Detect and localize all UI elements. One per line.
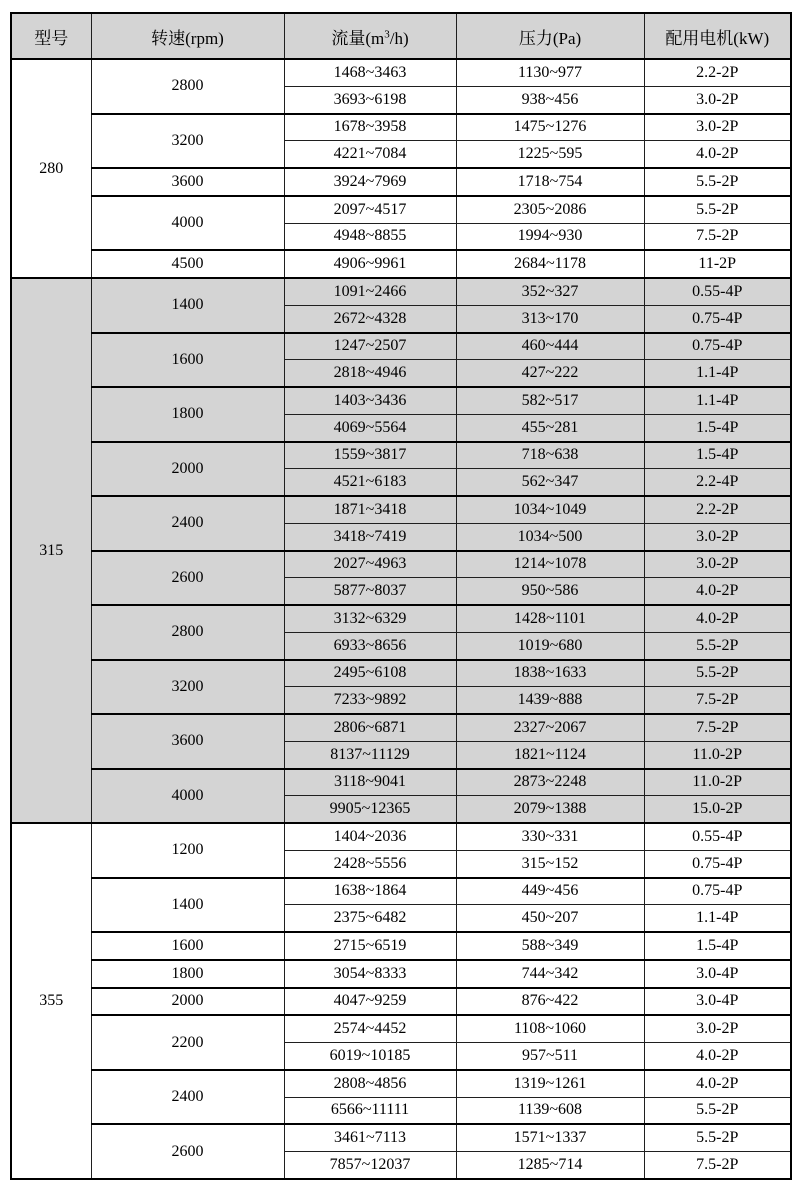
motor-cell: 4.0-2P <box>644 1043 791 1070</box>
pressure-cell: 352~327 <box>456 278 644 305</box>
pressure-cell: 718~638 <box>456 442 644 469</box>
motor-cell: 7.5-2P <box>644 1152 791 1179</box>
motor-cell: 7.5-2P <box>644 223 791 250</box>
flow-cell: 3693~6198 <box>284 86 456 113</box>
flow-cell: 2715~6519 <box>284 932 456 960</box>
flow-cell: 3924~7969 <box>284 168 456 196</box>
flow-cell: 1091~2466 <box>284 278 456 305</box>
rpm-cell: 1600 <box>91 932 284 960</box>
flow-cell: 1559~3817 <box>284 442 456 469</box>
motor-cell: 2.2-4P <box>644 469 791 496</box>
table-row <box>11 196 791 223</box>
table-row <box>11 551 791 578</box>
rpm-cell: 2400 <box>91 496 284 551</box>
motor-cell: 11.0-2P <box>644 741 791 768</box>
rpm-cell: 2000 <box>91 988 284 1016</box>
flow-cell: 4047~9259 <box>284 988 456 1016</box>
table-row <box>11 1070 791 1097</box>
rpm-cell: 4000 <box>91 196 284 251</box>
table-container <box>10 12 790 1180</box>
motor-cell: 5.5-2P <box>644 632 791 659</box>
pressure-cell: 1214~1078 <box>456 551 644 578</box>
pressure-cell: 950~586 <box>456 578 644 605</box>
table-row <box>11 878 791 905</box>
flow-cell: 5877~8037 <box>284 578 456 605</box>
motor-cell: 3.0-2P <box>644 86 791 113</box>
pressure-cell: 315~152 <box>456 850 644 877</box>
rpm-cell: 3600 <box>91 714 284 769</box>
motor-cell: 1.1-4P <box>644 360 791 387</box>
pressure-cell: 2327~2067 <box>456 714 644 741</box>
flow-cell: 1678~3958 <box>284 114 456 141</box>
motor-cell: 1.5-4P <box>644 414 791 441</box>
motor-cell: 1.1-4P <box>644 905 791 932</box>
rpm-cell: 2600 <box>91 1124 284 1179</box>
rpm-cell: 2400 <box>91 1070 284 1125</box>
model-cell: 315 <box>11 278 91 823</box>
table-row <box>11 960 791 988</box>
motor-cell: 5.5-2P <box>644 168 791 196</box>
motor-cell: 0.55-4P <box>644 823 791 850</box>
pressure-cell: 1019~680 <box>456 632 644 659</box>
flow-cell: 4221~7084 <box>284 141 456 168</box>
motor-cell: 7.5-2P <box>644 714 791 741</box>
flow-cell: 3461~7113 <box>284 1124 456 1151</box>
table-row <box>11 1015 791 1042</box>
pressure-cell: 2873~2248 <box>456 769 644 796</box>
table-row <box>11 496 791 523</box>
flow-cell: 3054~8333 <box>284 960 456 988</box>
flow-cell: 6019~10185 <box>284 1043 456 1070</box>
motor-cell: 4.0-2P <box>644 1070 791 1097</box>
model-cell: 355 <box>11 823 91 1179</box>
pressure-cell: 427~222 <box>456 360 644 387</box>
rpm-cell: 1600 <box>91 333 284 388</box>
motor-cell: 3.0-4P <box>644 960 791 988</box>
rpm-cell: 2200 <box>91 1015 284 1070</box>
pressure-cell: 455~281 <box>456 414 644 441</box>
pressure-cell: 1034~500 <box>456 523 644 550</box>
rpm-cell: 4000 <box>91 769 284 824</box>
flow-header-unit: /h) <box>389 28 409 48</box>
pressure-cell: 1225~595 <box>456 141 644 168</box>
pressure-cell: 938~456 <box>456 86 644 113</box>
pressure-cell: 582~517 <box>456 387 644 414</box>
table-row <box>11 660 791 687</box>
table-row <box>11 932 791 960</box>
flow-cell: 1247~2507 <box>284 333 456 360</box>
motor-cell: 3.0-2P <box>644 1015 791 1042</box>
motor-cell: 3.0-4P <box>644 988 791 1016</box>
col-header-model: 型号 <box>11 13 91 59</box>
pressure-cell: 313~170 <box>456 305 644 332</box>
rpm-cell: 3600 <box>91 168 284 196</box>
rpm-cell: 2000 <box>91 442 284 497</box>
motor-cell: 1.5-4P <box>644 932 791 960</box>
motor-cell: 5.5-2P <box>644 1097 791 1124</box>
flow-cell: 2097~4517 <box>284 196 456 223</box>
table-row <box>11 250 791 278</box>
col-header-flow <box>284 13 456 59</box>
rpm-cell: 3200 <box>91 660 284 715</box>
flow-cell: 1871~3418 <box>284 496 456 523</box>
flow-cell: 2806~6871 <box>284 714 456 741</box>
motor-cell: 1.1-4P <box>644 387 791 414</box>
motor-cell: 0.75-4P <box>644 878 791 905</box>
pressure-cell: 330~331 <box>456 823 644 850</box>
rpm-cell: 4500 <box>91 250 284 278</box>
pressure-cell: 588~349 <box>456 932 644 960</box>
flow-cell: 9905~12365 <box>284 796 456 823</box>
motor-cell: 0.75-4P <box>644 850 791 877</box>
flow-cell: 1468~3463 <box>284 59 456 86</box>
pressure-cell: 1838~1633 <box>456 660 644 687</box>
pressure-cell: 1439~888 <box>456 687 644 714</box>
rpm-cell: 1200 <box>91 823 284 878</box>
table-row <box>11 114 791 141</box>
motor-cell: 11.0-2P <box>644 769 791 796</box>
motor-cell: 0.55-4P <box>644 278 791 305</box>
pressure-cell: 1821~1124 <box>456 741 644 768</box>
motor-cell: 3.0-2P <box>644 551 791 578</box>
pressure-cell: 1130~977 <box>456 59 644 86</box>
flow-cell: 2027~4963 <box>284 551 456 578</box>
motor-cell: 1.5-4P <box>644 442 791 469</box>
motor-cell: 4.0-2P <box>644 141 791 168</box>
pressure-cell: 876~422 <box>456 988 644 1016</box>
pressure-cell: 1718~754 <box>456 168 644 196</box>
flow-cell: 2428~5556 <box>284 850 456 877</box>
pressure-cell: 2079~1388 <box>456 796 644 823</box>
table-row <box>11 387 791 414</box>
rpm-cell: 2600 <box>91 551 284 606</box>
col-header-motor: 配用电机(kW) <box>644 13 791 59</box>
rpm-cell: 1400 <box>91 878 284 933</box>
motor-cell: 5.5-2P <box>644 1124 791 1151</box>
flow-cell: 1638~1864 <box>284 878 456 905</box>
flow-cell: 1404~2036 <box>284 823 456 850</box>
pressure-cell: 957~511 <box>456 1043 644 1070</box>
flow-cell: 2574~4452 <box>284 1015 456 1042</box>
pressure-cell: 1475~1276 <box>456 114 644 141</box>
pressure-cell: 1994~930 <box>456 223 644 250</box>
fan-performance-table <box>10 12 792 1180</box>
flow-header-superscript: 3 <box>384 27 390 40</box>
flow-cell: 1403~3436 <box>284 387 456 414</box>
flow-cell: 8137~11129 <box>284 741 456 768</box>
motor-cell: 0.75-4P <box>644 305 791 332</box>
table-row <box>11 278 791 305</box>
motor-cell: 0.75-4P <box>644 333 791 360</box>
motor-cell: 2.2-2P <box>644 59 791 86</box>
flow-cell: 7857~12037 <box>284 1152 456 1179</box>
flow-cell: 4948~8855 <box>284 223 456 250</box>
pressure-cell: 449~456 <box>456 878 644 905</box>
pressure-cell: 1139~608 <box>456 1097 644 1124</box>
pressure-cell: 2684~1178 <box>456 250 644 278</box>
table-row <box>11 769 791 796</box>
motor-cell: 4.0-2P <box>644 605 791 632</box>
table-row <box>11 714 791 741</box>
motor-cell: 3.0-2P <box>644 114 791 141</box>
flow-cell: 2495~6108 <box>284 660 456 687</box>
flow-cell: 6566~11111 <box>284 1097 456 1124</box>
rpm-cell: 1800 <box>91 387 284 442</box>
flow-cell: 2375~6482 <box>284 905 456 932</box>
flow-cell: 4069~5564 <box>284 414 456 441</box>
col-header-pressure: 压力(Pa) <box>456 13 644 59</box>
table-row <box>11 168 791 196</box>
motor-cell: 11-2P <box>644 250 791 278</box>
rpm-cell: 2800 <box>91 605 284 660</box>
flow-cell: 7233~9892 <box>284 687 456 714</box>
flow-cell: 4906~9961 <box>284 250 456 278</box>
pressure-cell: 2305~2086 <box>456 196 644 223</box>
rpm-cell: 2800 <box>91 59 284 114</box>
header-row <box>11 13 791 59</box>
motor-cell: 4.0-2P <box>644 578 791 605</box>
motor-cell: 7.5-2P <box>644 687 791 714</box>
flow-cell: 3418~7419 <box>284 523 456 550</box>
flow-cell: 3118~9041 <box>284 769 456 796</box>
pressure-cell: 1108~1060 <box>456 1015 644 1042</box>
table-row <box>11 333 791 360</box>
flow-cell: 2672~4328 <box>284 305 456 332</box>
flow-cell: 6933~8656 <box>284 632 456 659</box>
motor-cell: 5.5-2P <box>644 660 791 687</box>
table-row <box>11 442 791 469</box>
pressure-cell: 1034~1049 <box>456 496 644 523</box>
pressure-cell: 744~342 <box>456 960 644 988</box>
motor-cell: 2.2-2P <box>644 496 791 523</box>
flow-cell: 4521~6183 <box>284 469 456 496</box>
motor-cell: 5.5-2P <box>644 196 791 223</box>
flow-header-text: 流量(m <box>331 28 385 48</box>
pressure-cell: 1428~1101 <box>456 605 644 632</box>
flow-cell: 2818~4946 <box>284 360 456 387</box>
table-row <box>11 988 791 1016</box>
pressure-cell: 460~444 <box>456 333 644 360</box>
rpm-cell: 3200 <box>91 114 284 169</box>
pressure-cell: 450~207 <box>456 905 644 932</box>
flow-cell: 3132~6329 <box>284 605 456 632</box>
pressure-cell: 1571~1337 <box>456 1124 644 1151</box>
rpm-cell: 1400 <box>91 278 284 333</box>
col-header-speed: 转速(rpm) <box>91 13 284 59</box>
pressure-cell: 562~347 <box>456 469 644 496</box>
flow-cell: 2808~4856 <box>284 1070 456 1097</box>
model-cell: 280 <box>11 59 91 278</box>
pressure-cell: 1285~714 <box>456 1152 644 1179</box>
table-row <box>11 1124 791 1151</box>
pressure-cell: 1319~1261 <box>456 1070 644 1097</box>
motor-cell: 3.0-2P <box>644 523 791 550</box>
motor-cell: 15.0-2P <box>644 796 791 823</box>
table-row <box>11 823 791 850</box>
rpm-cell: 1800 <box>91 960 284 988</box>
table-row <box>11 605 791 632</box>
table-row <box>11 59 791 86</box>
